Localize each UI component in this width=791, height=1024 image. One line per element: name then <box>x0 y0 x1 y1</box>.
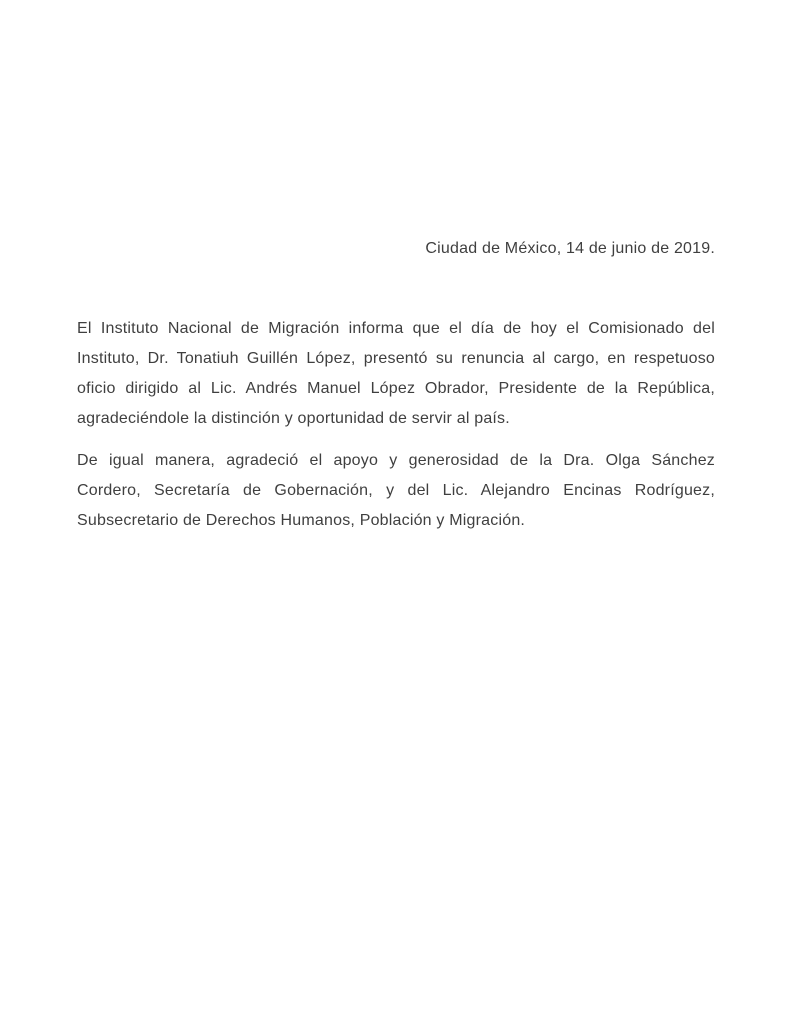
paragraph-announcement <box>77 314 715 434</box>
paragraph-announcement-line-2: Instituto, Dr. Tonatiuh Guillén López, presentó su renuncia al cargo, en respetuoso <box>77 350 715 367</box>
paragraph-announcement-line-1: El Instituto Nacional de Migración informa que el día de hoy el Comisionado del <box>77 320 715 337</box>
paragraph-thanks-line-3: Subsecretario de Derechos Humanos, Población y Migración. <box>77 512 526 529</box>
dateline: Ciudad de México, 14 de junio de 2019. <box>425 240 715 257</box>
paragraph-thanks-line-2: Cordero, Secretaría de Gobernación, y del Lic. Alejandro Encinas Rodríguez, <box>77 482 715 499</box>
paragraph-announcement-line-3: oficio dirigido al Lic. Andrés Manuel López Obrador, Presidente de la República, <box>77 380 715 397</box>
paragraph-thanks-line-1: De igual manera, agradeció el apoyo y generosidad de la Dra. Olga Sánchez <box>77 452 715 469</box>
paragraph-thanks <box>77 446 715 536</box>
paragraph-announcement-line-4: agradeciéndole la distinción y oportunidad de servir al país. <box>77 410 510 427</box>
